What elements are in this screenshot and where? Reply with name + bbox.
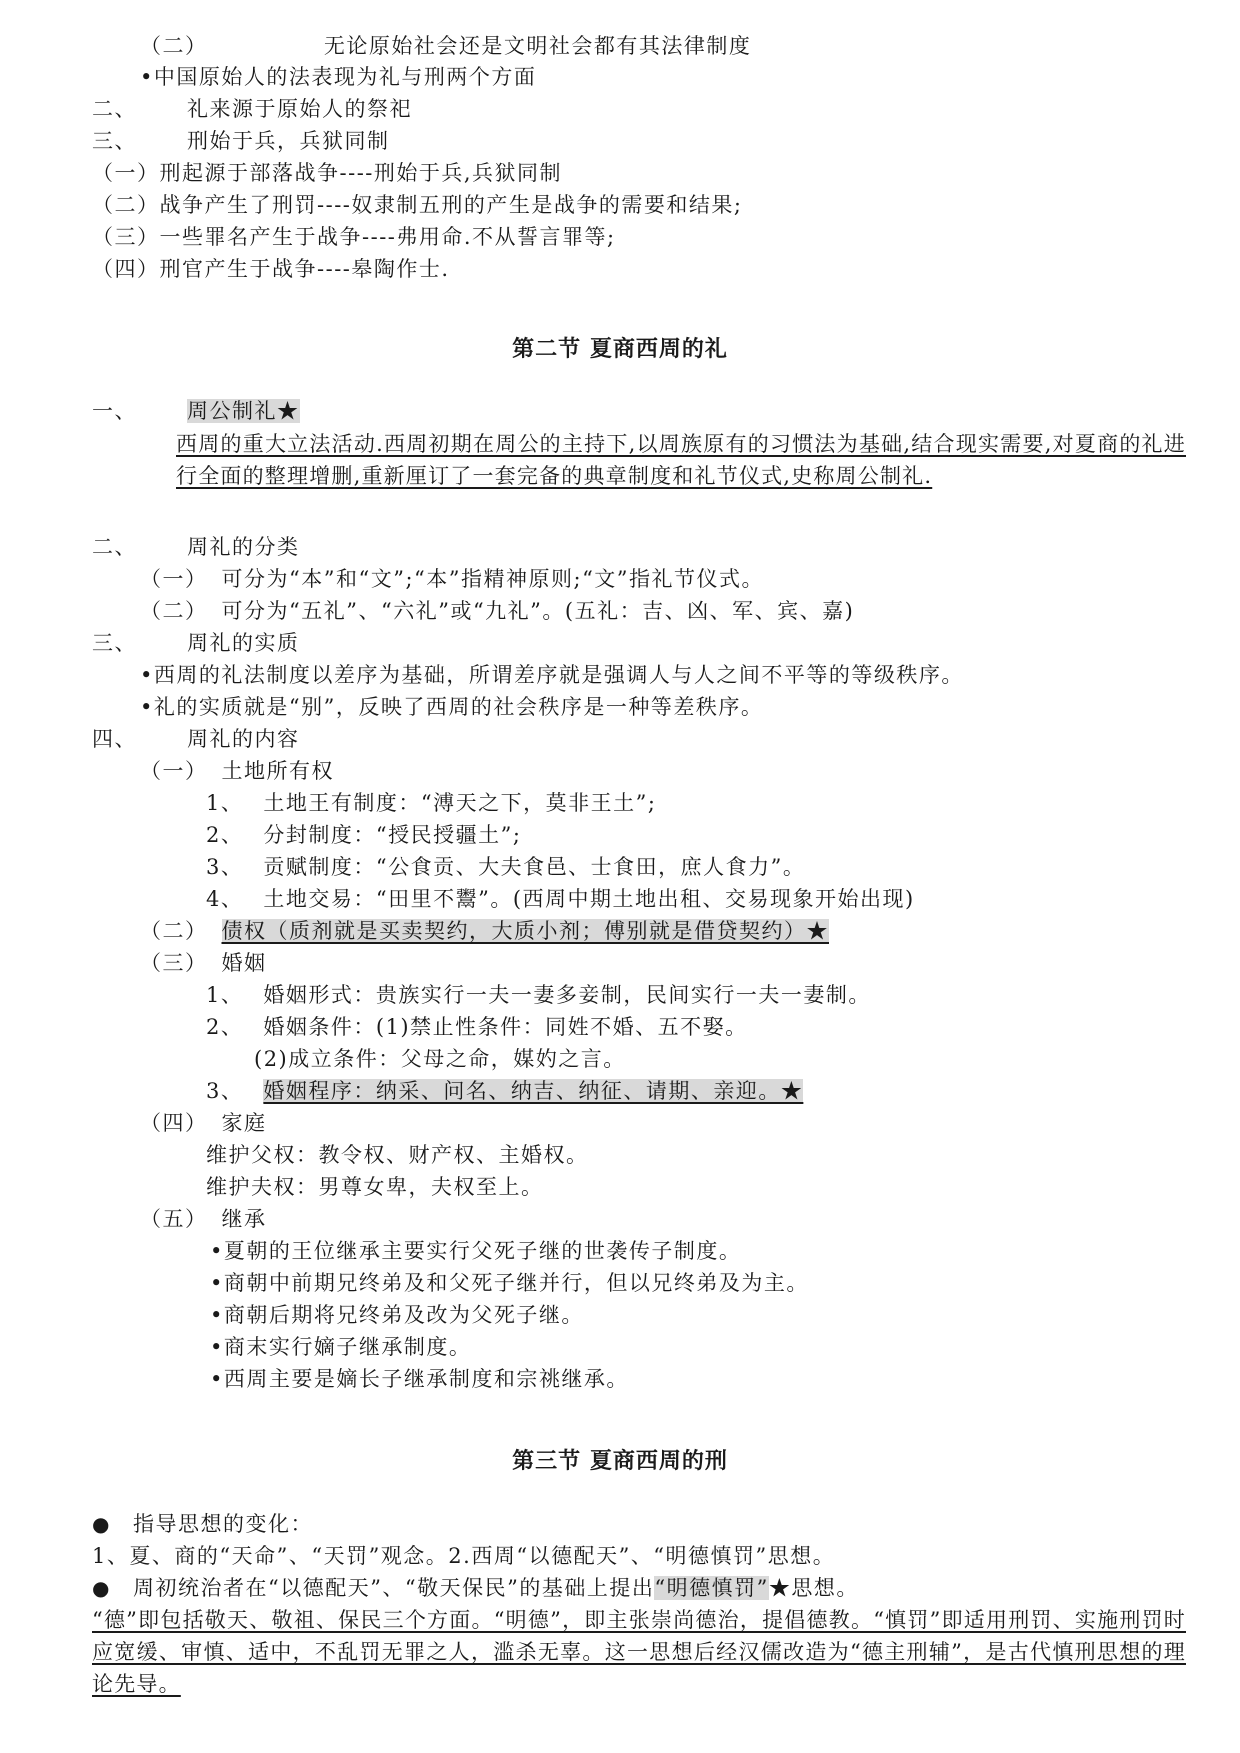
- item-text: 周礼的实质: [187, 631, 300, 655]
- bullet-item: •礼的实质就是“别”，反映了西周的社会秩序是一种等差秩序。: [140, 695, 764, 719]
- list-item: [140, 597, 854, 626]
- item-text: 可分为“本”和“文”;“本”指精神原则;“文”指礼节仪式。: [221, 567, 765, 591]
- item-number: （二）: [140, 599, 208, 623]
- subsection-heading: [140, 1205, 267, 1234]
- list-item: （四）刑官产生于战争----皋陶作士.: [92, 257, 450, 281]
- list-item: [206, 1013, 748, 1042]
- list-item: [206, 981, 871, 1010]
- subsection-heading: [140, 949, 267, 978]
- list-item: （一）刑起源于部落战争----刑始于兵,兵狱同制: [92, 161, 563, 185]
- highlighted-heading: 债权（质剂就是买卖契约，大质小剂；傅别就是借贷契约）★: [221, 919, 829, 943]
- bullet-dot-icon: ●: [92, 1576, 111, 1600]
- section-title: 第二节 夏商西周的礼: [512, 337, 728, 362]
- item-number: 三、: [92, 631, 137, 655]
- item-text: 周礼的分类: [187, 535, 300, 559]
- list-item: [140, 32, 751, 61]
- highlighted-heading: 周公制礼★: [187, 399, 300, 423]
- item-text: 土地王有制度：“溥天之下，莫非王土”;: [263, 791, 657, 815]
- item-text: 婚姻形式：贵族实行一夫一妻多妾制，民间实行一夫一妻制。: [263, 983, 871, 1007]
- item-number: 一、: [92, 399, 137, 423]
- item-text: 周礼的内容: [187, 727, 300, 751]
- underlined-text: 西周的重大立法活动.西周初期在周公的主持下,以周族原有的习惯法为基础,结合现实需要,对夏商的礼进行全面的整理增删,重新厘订了一套完备的典章制度和礼节仪式,史称周公制礼.: [176, 432, 1186, 488]
- bullet-dot-icon: ●: [92, 1512, 111, 1536]
- bullet-heading: [92, 1510, 313, 1539]
- item-number: 二、: [92, 97, 137, 121]
- item-number: 三、: [92, 129, 137, 153]
- list-item: （二）战争产生了刑罚----奴隶制五刑的产生是战争的需要和结果;: [92, 193, 743, 217]
- definition-paragraph: [176, 428, 1186, 492]
- item-number: （五）: [140, 1207, 208, 1231]
- list-item: 维护夫权：男尊女卑，夫权至上。: [206, 1175, 544, 1199]
- item-text: 无论原始社会还是文明社会都有其法律制度: [323, 34, 752, 58]
- item-text: 婚姻: [221, 951, 267, 975]
- item-number: 1、: [206, 791, 244, 815]
- list-item: 维护父权：教令权、财产权、主婚权。: [206, 1143, 589, 1167]
- bullet-heading: [92, 1574, 859, 1603]
- highlighted-text: 婚姻程序：纳采、问名、纳吉、纳征、请期、亲迎。★: [263, 1079, 804, 1103]
- item-number: （三）: [140, 951, 208, 975]
- subsection-heading: [140, 1109, 267, 1138]
- bullet-item: •中国原始人的法表现为礼与刑两个方面: [140, 65, 537, 89]
- subsection-heading: [140, 917, 829, 946]
- item-text: 土地交易：“田里不鬻”。(西周中期土地出租、交易现象开始出现): [263, 887, 915, 911]
- item-number: 2、: [206, 823, 244, 847]
- item-number: 3、: [206, 855, 244, 879]
- item-number: （二）: [140, 34, 208, 58]
- underlined-text: “德”即包括敬天、敬祖、保民三个方面。“明德”，即主张崇尚德治，提倡德教。“慎罚”即适用刑罚、实施刑罚时应宽缓、审慎、适中，不乱罚无罪之人，滥杀无辜。这一思想后经汉儒改造为“德主刑辅”，是古代慎刑思想的理论先导。: [92, 1608, 1186, 1696]
- highlighted-text: “明德慎罚”: [654, 1576, 769, 1600]
- list-item: [206, 853, 805, 882]
- bullet-item: •商朝中前期兄终弟及和父死子继并行，但以兄终弟及为主。: [210, 1271, 809, 1295]
- item-text: 土地所有权: [221, 759, 334, 783]
- item-text: ★思想。: [768, 1576, 859, 1600]
- item-number: 2、: [206, 1015, 244, 1039]
- list-item: [206, 885, 915, 914]
- bullet-item: •夏朝的王位继承主要实行父死子继的世袭传子制度。: [210, 1239, 742, 1263]
- item-text: 指导思想的变化：: [132, 1512, 313, 1536]
- section-heading: [92, 629, 300, 658]
- item-number: （一）: [140, 759, 208, 783]
- item-text: 礼来源于原始人的祭祀: [187, 97, 412, 121]
- bullet-item: •商末实行嫡子继承制度。: [210, 1335, 472, 1359]
- subsection-heading: [140, 757, 334, 786]
- item-text: 继承: [221, 1207, 267, 1231]
- list-item: （三）一些罪名产生于战争----弗用命.不从誓言罪等;: [92, 225, 616, 249]
- definition-paragraph: [92, 1604, 1186, 1700]
- section-heading: [92, 127, 390, 156]
- list-item: [206, 821, 521, 850]
- bullet-item: •西周主要是嫡长子继承制度和宗祧继承。: [210, 1367, 629, 1391]
- list-item: 1、夏、商的“天命”、“天罚”观念。2.西周“以德配天”、“明德慎罚”思想。: [92, 1544, 836, 1568]
- section-heading: [92, 95, 412, 124]
- section-heading: [92, 397, 300, 426]
- item-number: （二）: [140, 919, 208, 943]
- item-text: 周初统治者在“以德配天”、“敬天保民”的基础上提出: [132, 1576, 655, 1600]
- item-text: 可分为“五礼”、“六礼”或“九礼”。(五礼：吉、凶、军、宾、嘉): [221, 599, 855, 623]
- item-number: （一）: [140, 567, 208, 591]
- list-item: [206, 1077, 803, 1106]
- item-text: 刑始于兵，兵狱同制: [187, 129, 390, 153]
- item-number: 四、: [92, 727, 137, 751]
- bullet-item: •商朝后期将兄终弟及改为父死子继。: [210, 1303, 584, 1327]
- section-heading: [92, 725, 300, 754]
- item-number: 3、: [206, 1079, 244, 1103]
- list-item: (2)成立条件：父母之命，媒妁之言。: [254, 1047, 626, 1071]
- item-text: 家庭: [221, 1111, 267, 1135]
- section-title: 第三节 夏商西周的刑: [512, 1449, 728, 1474]
- item-number: 1、: [206, 983, 244, 1007]
- item-text: 婚姻条件：(1)禁止性条件：同姓不婚、五不娶。: [263, 1015, 748, 1039]
- item-number: 二、: [92, 535, 137, 559]
- section-heading: [92, 533, 300, 562]
- bullet-item: •西周的礼法制度以差序为基础，所谓差序就是强调人与人之间不平等的等级秩序。: [140, 663, 964, 687]
- item-number: （四）: [140, 1111, 208, 1135]
- list-item: [140, 565, 764, 594]
- item-text: 贡赋制度：“公食贡、大夫食邑、士食田，庶人食力”。: [263, 855, 806, 879]
- item-text: 分封制度：“授民授疆土”;: [263, 823, 522, 847]
- list-item: [206, 789, 656, 818]
- item-number: 4、: [206, 887, 244, 911]
